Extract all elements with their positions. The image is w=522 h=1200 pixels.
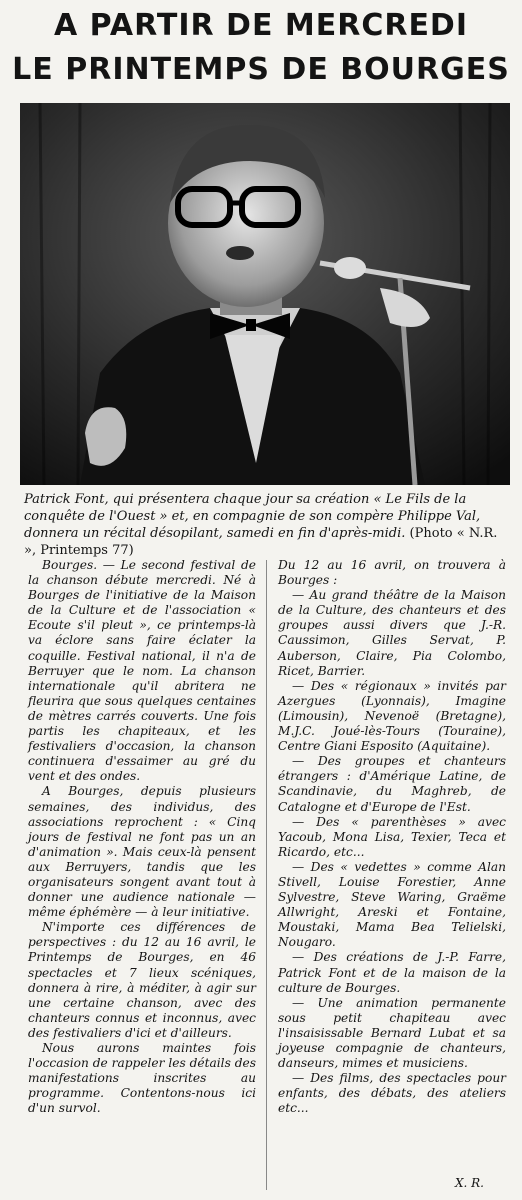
list-item: — Des « régionaux » invités par Azergues (Lyonnais), Imagine (Limousin), Nevenoë (Bretagne), M.J.C. Joué-lès-Tours (Touraine), Centre Giani Esposito (Aquitaine). [278, 678, 506, 754]
list-item: — Des « parenthèses » avec Yacoub, Mona Lisa, Texier, Teca et Ricardo, etc... [278, 814, 506, 859]
paragraph: Nous aurons maintes fois l'occasion de rappeler les détails des manifestations inscrites au programme. Contentons-nous ici d'un survol. [28, 1041, 256, 1116]
list-item: — Des groupes et chanteurs étrangers : d'Amérique Latine, de Scandinavie, du Maghreb, de Catalogne et d'Europe de l'Est. [278, 754, 506, 814]
article-column-right [278, 558, 506, 1116]
list-item: — Au grand théâtre de la Maison de la Culture, des chanteurs et des groupes aussi divers que J.-R. Caussimon, Gilles Servat, P. Auberson, Claire, Pia Colombo, Ricet, Barrier. [278, 588, 506, 678]
photo-credit: (Photo « N.R. », Printemps 77) [24, 526, 498, 558]
paragraph: Bourges. — Le second festival de la chanson débute mercredi. Né à Bourges de l'initiative de la Maison de la Culture et de l'association « Ecoute s'il pleut », ce printemps-là va éclore sans faire éclater la coquille. Festival national, il n'a de Berruyer que le nom. La chanson internationale qu'il abritera ne fleurira que sous quelques centaines de mètres carrés couverts. Une fois partis les chapiteaux, et les festivaliers d'occasion, la chanson continuera d'essaimer au gré du vent et des ondes. [28, 558, 256, 784]
headline-line-1: A PARTIR DE MERCREDI [54, 8, 468, 43]
column-divider [266, 560, 267, 1190]
paragraph: Du 12 au 16 avril, on trouvera à Bourges : [278, 558, 506, 588]
photo-singer-at-microphone [20, 103, 510, 485]
list-item: — Des « vedettes » comme Alan Stivell, Louise Forestier, Anne Sylvestre, Steve Waring, Graëme Allwright, Areski et Fontaine, Moustaki, Mama Bea Telielski, Nougaro. [278, 859, 506, 950]
headline-line-2: LE PRINTEMPS DE BOURGES [12, 52, 510, 87]
list-item: — Des créations de J.-P. Farre, Patrick Font et de la maison de la culture de Bourges. [278, 950, 506, 995]
photo-caption [24, 491, 512, 559]
paragraph: A Bourges, depuis plusieurs semaines, des individus, des associations reprochent : « Cinq jours de festival ne font pas un an d'animation ». Mais ceux-là pensent aux Berruyers, tandis que les organisateurs songent avant tout à donner une audience nationale — même éphémère — à leur initiative. [28, 784, 256, 920]
article-column-left [28, 558, 256, 1116]
photo-illustration [20, 103, 510, 485]
headline [0, 4, 522, 92]
list-item: — Une animation permanente sous petit chapiteau avec l'insaisissable Bernard Lubat et sa joyeuse compagnie de chanteurs, danseurs, mimes et musiciens. [278, 995, 506, 1071]
paragraph: N'importe ces différences de perspectives : du 12 au 16 avril, le Printemps de Bourges, en 46 spectacles et 7 lieux scéniques, donnera à rire, à méditer, à agir sur une certaine chanson, avec des chanteurs connus et inconnus, avec des festivaliers d'ici et d'ailleurs. [28, 920, 256, 1040]
list-item: — Des films, des spectacles pour enfants, des débats, des ateliers etc... [278, 1071, 506, 1116]
author-signature: X. R. [454, 1176, 484, 1190]
caption-text: Patrick Font, qui présentera chaque jour sa création « Le Fils de la conquête de l'Ouest » et, en compagnie de son compère Philippe Val, donnera un récital désopilant, samedi en fin d'après-midi. [24, 492, 481, 541]
